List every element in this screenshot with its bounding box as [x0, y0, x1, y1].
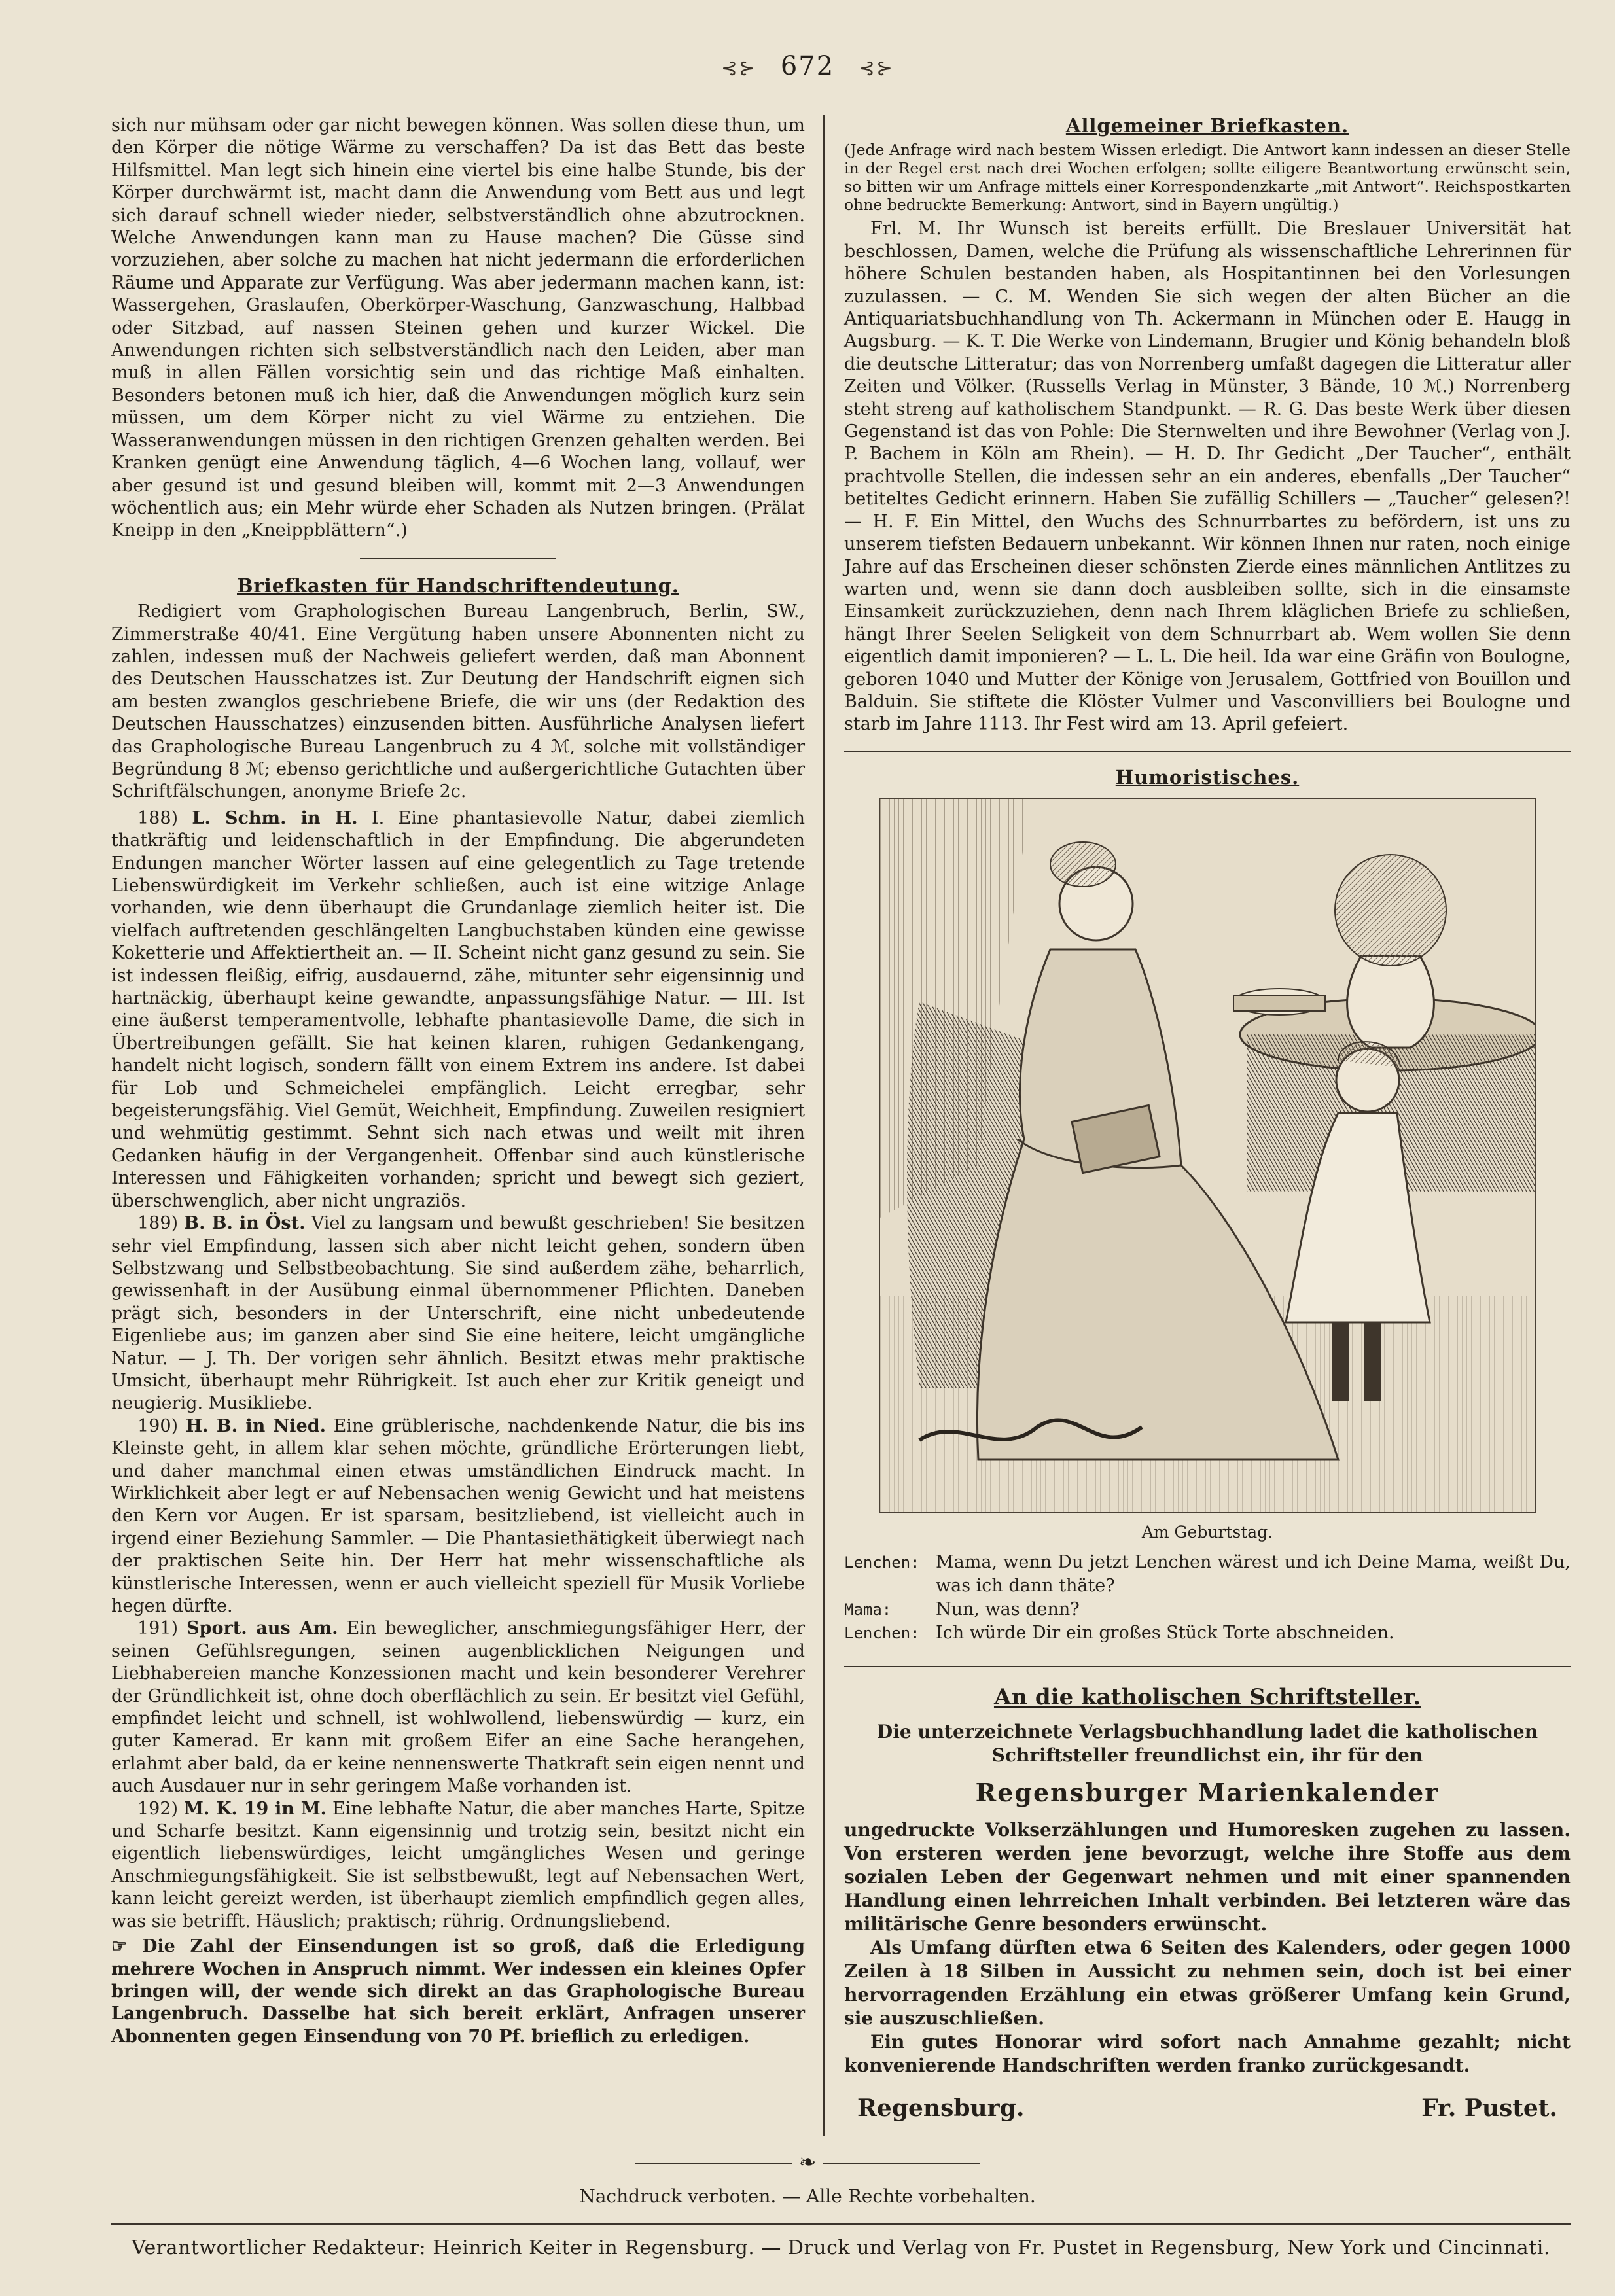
entry-number: 188) — [137, 807, 179, 828]
reprint-note: Nachdruck verboten. — Alle Rechte vorbehalten. — [579, 2185, 1036, 2207]
ad-intro: Die unterzeichnete Verlagsbuchhandlung ladet die katholischen Schriftsteller freundlichst ein, ihr für den — [876, 1720, 1538, 1766]
advertisement — [844, 1665, 1571, 2123]
dialogue — [844, 1551, 1571, 1645]
birthday-illustration — [879, 798, 1536, 1513]
page-footer: Verantwortlicher Redakteur: Heinrich Keiter in Regensburg. — Druck und Verlag von Fr. Pustet in Regensburg, New York und Cincinnati. — [132, 2236, 1550, 2259]
ad-body: ungedruckte Volkserzählungen und Humoresken zugehen zu lassen. Von ersteren werden jene bevorzugt, welche ihre Stoffe aus dem sozialen Leben der Gegenwart nehmen und mit einer spannenden Handlung einen lehrreichen Inhalt verbinden. Bei letzteren wäre das militärische Genre besonders erwünscht. — [844, 1819, 1571, 1935]
graphology-entry — [111, 807, 805, 1212]
graphology-section-title: Briefkasten für Handschriftendeutung. — [237, 574, 679, 597]
entry-text: I. Eine phantasievolle Natur, dabei ziemlich thatkräftig und leidenschaftlich in der Empfindung. Die abgerundeten Endungen mancher Wörter lassen auf eine gelegentlich zu Tage tretende Liebenswürdigkeit im Verkehr schließen, auch ist eine witzige Anlage vorhanden, wie denn überhaupt die Grundanlage ziemlich heiter ist. Die vielfach auftretenden geschlängelten Langbuchstaben künden eine gewisse Koketterie und Affektiertheit an. — II. Scheint nicht ganz gesund zu sein. Sie ist indessen fleißig, eifrig, ausdauernd, zähe, mitunter sehr eigensinnig und hartnäckig, überhaupt keine gewandte, anpassungsfähige Natur. — III. Ist eine äußerst temperamentvolle, lebhafte phantasievolle Dame, die sich in Übertreibungen gefällt. Sie hat keinen klaren, ruhigen Gedankengang, handelt nicht logisch, sondern fällt von einem Extrem ins andere. Ist dabei für Lob und Schmeichelei empfänglich. Leicht erregbar, sehr begeisterungsfähig. Viel Gemüt, Weichheit, Empfindung. Zuweilen resigniert und wehmütig gestimmt. Sehnt sich nach etwas und weilt mit ihren Gedanken häufig in der Vergangenheit. Offenbar sind auch künstlerische Interessen und Fähigkeiten vorhanden; spricht und bewegt sich geziert, überschwenglich, aber nicht ungraziös. — [111, 807, 805, 1211]
dialogue-line — [844, 1598, 1571, 1621]
entry-number: 189) — [137, 1213, 179, 1234]
child-leg-left — [1332, 1322, 1349, 1401]
child-leg-right — [1364, 1322, 1381, 1401]
footer-divider — [111, 2223, 1571, 2225]
mother-hair — [1050, 842, 1116, 887]
entry-head: M. K. 19 in M. — [184, 1798, 327, 1819]
ad-calendar-name: Regensburger Marienkalender — [975, 1777, 1440, 1807]
entry-text: Ein beweglicher, anschmiegungsfähiger Herr, der seinen Gefühlsregungen, seinen augenblicklichen Neigungen und Liebhabereien manche Konzessionen macht und kein besonderer Verehrer der Gründlichkeit ist, ohne doch oberflächlich zu sein. Er besitzt viel Gefühl, empfindet leicht und schnell, ist wohlwollend, liebenswürdig — kurz, ein guter Kamerad. Er kann mit großem Eifer an eine Sache herangehen, erlahmt aber bald, da er keine nennenswerte Thatkraft sein eigen nennt und auch Ausdauer nur in sehr geringem Maße vorhanden ist. — [111, 1618, 805, 1797]
right-ornament-icon: ⊰⊱ — [858, 56, 895, 80]
illustration-caption: Am Geburtstag. — [1141, 1523, 1273, 1542]
ad-signature — [844, 2094, 1571, 2123]
vase-shape — [1347, 956, 1434, 1048]
speech: Mama, wenn Du jetzt Lenchen wärest und ich Deine Mama, weißt Du, was ich dann thäte? — [936, 1551, 1571, 1596]
entry-number: 190) — [137, 1415, 179, 1436]
entry-head: B. B. in Öst. — [184, 1213, 306, 1234]
dialogue-line — [844, 1621, 1571, 1645]
section-divider — [844, 751, 1571, 752]
graphology-entry — [111, 1617, 805, 1797]
ad-body: Als Umfang dürften etwa 6 Seiten des Kalenders, oder gegen 1000 Zeilen à 18 Silben in Aussicht zu nehmen sein, doch ist bei einer hervorragenden Erzählung ein etwas größerer Umfang kein Grund, sie auszuschließen. — [844, 1937, 1571, 2030]
section-divider — [360, 558, 556, 559]
bottom-ornament — [0, 2149, 1615, 2174]
page-header — [0, 51, 1615, 81]
ornament-icon: ❧ — [798, 2149, 817, 2174]
letterbox-notice: (Jede Anfrage wird nach bestem Wissen erledigt. Die Antwort kann indessen an dieser Stelle in der Regel erst nach drei Wochen erfolgen; sollte eiligere Beantwortung erwünscht sein, so bitten wir um Anfrage mittels einer Korrespondenzkarte „mit Antwort“. Reichspostkarten ohne bedruckte Bemerkung: Antwort, sind in Bayern ungültig.) — [844, 141, 1571, 215]
graphology-entry — [111, 1415, 805, 1618]
letterbox-title: Allgemeiner Briefkasten. — [1065, 115, 1349, 137]
ad-title: An die katholischen Schriftsteller. — [993, 1684, 1421, 1710]
entry-number: 191) — [137, 1618, 179, 1639]
flowers-shape — [1335, 855, 1446, 966]
column-divider — [823, 115, 825, 2136]
entry-text: Eine grüblerische, nachdenkende Natur, die bis ins Kleinste geht, in allem klar sehen möchte, gründliche Erörterungen liebt, und daher manchmal einen etwas umständlichen Eindruck macht. In Wirklichkeit aber legt er auf Nebensachen wenig Gewicht und hat meistens den Kern vor Augen. Er ist sparsam, besitzliebend, ist vielleicht auch in irgend einer Beziehung Sammler. — Die Phantasiethätigkeit überwiegt nach der praktischen Seite hin. Der Herr hat mehr wissenschaftliche als künstlerische Interessen, wenn er auch vielleicht speziell für Musik Vorliebe hegen dürfte. — [111, 1415, 805, 1616]
ad-city: Regensburg. — [857, 2094, 1025, 2123]
graphology-final-note: ☞ Die Zahl der Einsendungen ist so groß, daß die Erledigung mehrere Wochen in Anspruch nimmt. Wer indessen ein kleines Opfer bringen will, der wende sich direkt an das Graphologische Bureau Langenbruch. Dasselbe hat sich bereit erklärt, Anfragen unserer Abonnenten gegen Einsendung von 70 Pf. brieflich zu erledigen. — [111, 1936, 805, 2047]
left-ornament-icon: ⊰⊱ — [720, 56, 757, 80]
speaker: Lenchen: — [844, 1623, 920, 1642]
speaker: Lenchen: — [844, 1553, 920, 1572]
right-column — [844, 115, 1571, 2123]
entry-head: H. B. in Nied. — [185, 1415, 327, 1436]
letterbox-answers: Frl. M. Ihr Wunsch ist bereits erfüllt. Die Breslauer Universität hat beschlossen, Damen, welche die Prüfung als wissenschaftliche Lehrerinnen für höhere Schulen bestanden haben, als Hospitantinnen bei den Vorlesungen zuzulassen. — C. M. Wenden Sie sich wegen der alten Bücher an die Antiquariatsbuchhandlung von Th. Ackermann in München oder E. Haugg in Augsburg. — K. T. Die Werke von Lindemann, Brugier und König behandeln bloß die deutsche Litteratur; das von Norrenberg umfaßt dagegen die Litteratur aller Zeiten und Völker. (Russells Verlag in Münster, 3 Bände, 10 ℳ.) Norrenberg steht streng auf katholischem Standpunkt. — R. G. Das beste Werk über diesen Gegenstand ist das von Pohle: Die Sternwelten und ihre Bewohner (Verlag von J. P. Bachem in Köln am Rhein). — H. D. Ihr Gedicht „Der Taucher“, enthält prachtvolle Stellen, die indessen sehr an ein anderes, ebenfalls „Der Taucher“ betiteltes Gedicht erinnern. Haben Sie zufällig Schillers — „Taucher“ gelesen?! — H. F. Ein Mittel, den Wuchs des Schnurrbartes zu befördern, ist uns zu unserem tiefsten Bedauern unbekannt. Wir können Ihnen nur raten, noch einige Jahre auf das Erscheinen dieser schönsten Zierde eines männlichen Antlitzes zu warten und, wenn sie dann doch ausbleiben sollte, sich in die einsamste Einsamkeit zurückzuziehen, denn nach Ihrem kläglichen Briefe zu schließen, hängt Ihrer Seelen Seligkeit von dem Schnurrbart ab. Wem wollen Sie denn eigentlich damit imponieren? — L. L. Die heil. Ida war eine Gräfin von Boulogne, geboren 1040 und Mutter der Könige von Jerusalem, Gottfried von Bouillon und Balduin. Sie stiftete die Klöster Vulmer und Vasconvilliers bei Boulogne und starb im Jahre 1113. Ihr Fest wird am 13. April gefeiert. — [844, 219, 1571, 735]
entry-number: 192) — [137, 1798, 179, 1819]
speech: Ich würde Dir ein großes Stück Torte abschneiden. — [936, 1622, 1394, 1643]
ornament-bar — [635, 2163, 792, 2164]
entry-text: Viel zu langsam und bewußt geschrieben! Sie besitzen sehr viel Empfindung, lassen sich aber nicht leicht gehen, sondern üben Selbstzwang und Selbstbeobachtung. Sie sind außerdem zähe, beharrlich, gewissenhaft in der Ausübung einmal übernommener Pflichten. Daneben prägt sich, besonders in der Unterschrift, eine nicht unbedeutende Eigenliebe aus; im ganzen aber sind Sie eine heitere, leicht umgängliche Natur. — J. Th. Der vorigen sehr ähnlich. Besitzt etwas mehr praktische Umsicht, überhaupt mehr Rührigkeit. Ist auch eher zur Kritik geneigt und neugierig. Musikliebe. — [111, 1213, 806, 1414]
entry-text: Eine lebhafte Natur, die aber manches Harte, Spitze und Scharfe besitzt. Kann eigensinnig und trotzig sein, besitzt nicht ein eigentlich liebenswürdiges, leicht umgängliches Wesen und geringe Anschmiegungsfähigkeit. Sie ist selbstbewußt, legt auf Nebensachen Wert, kann leicht gereizt werden, ist überhaupt ziemlich empfindlich gegen alles, was sie betrifft. Häuslich; praktisch; rührig. Ordnungsliebend. — [111, 1798, 805, 1932]
graphology-intro: Redigiert vom Graphologischen Bureau Langenbruch, Berlin, SW., Zimmerstraße 40/41. Eine Vergütung haben unsere Abonnenten nicht zu zahlen, indessen muß der Nachweis geliefert werden, daß man Abonnent des Deutschen Hausschatzes ist. Zur Deutung der Handschrift eignen sich am besten zwanglos geschriebene Briefe, die wir uns (der Redaktion des Deutschen Hausschatzes) einzusenden bitten. Ausführliche Analysen liefert das Graphologische Bureau Langenbruch zu 4 ℳ, solche mit vollständiger Begründung 8 ℳ; ebenso gerichtliche und außergerichtliche Gutachten über Schriftfälschungen, anonyme Briefe 2c. — [111, 601, 805, 802]
graphology-entry — [111, 1212, 805, 1415]
ad-body: Ein gutes Honorar wird sofort nach Annahme gezahlt; nicht konvenierende Handschriften werden franko zurückgesandt. — [844, 2031, 1571, 2077]
page-number: 672 — [780, 51, 835, 81]
engraving-image — [880, 799, 1535, 1512]
kneipp-article: sich nur mühsam oder gar nicht bewegen können. Was sollen diese thun, um den Körper die nötige Wärme zu verschaffen? Da ist das Bett das beste Hilfsmittel. Man legt sich hinein eine viertel bis eine halbe Stunde, bis der Körper durchwärmt ist, macht dann die Anwendung vom Bett aus und legt sich darauf schnell wieder nieder, selbstverständlich ohne abzutrocknen. Welche Anwendungen kann man zu Hause machen? Die Güsse sind vorzuziehen, aber solche zu machen hat nicht jedermann die erforderlichen Räume und Apparate zur Verfügung. Was aber jedermann machen kann, ist: Wassergehen, Graslaufen, Oberkörper-Waschung, Ganzwaschung, Halbbad oder Sitzbad, auf nassen Steinen gehen und kurzer Wickel. Die Anwendungen richten sich selbstverständlich nach den Leiden, aber man muß in allen Fällen vorsichtig sein und das richtige Maß einhalten. Besonders betonen muß ich hier, daß die Anwendungen möglich kurz sein müssen, um dem Körper nicht zu viel Wärme zu entziehen. Die Wasseranwendungen müssen in den richtigen Grenzen gehalten werden. Bei Kranken genügt eine Anwendung täglich, 4—6 Wochen lang, vollauf, wer aber gesund ist und gesund bleiben will, kommt mit 2—3 Anwendungen wöchentlich aus; ein Mehr würde eher Schaden als Nutzen bringen. (Prälat Kneipp in den „Kneippblättern“.) — [111, 115, 805, 541]
entry-head: L. Schm. in H. — [192, 807, 358, 828]
graphology-entry — [111, 1798, 805, 1933]
left-column — [111, 115, 805, 2048]
ad-publisher: Fr. Pustet. — [1421, 2094, 1557, 2123]
humor-section-title: Humoristisches. — [1115, 766, 1300, 788]
dialogue-line — [844, 1551, 1571, 1598]
ornament-bar — [823, 2163, 980, 2164]
speech: Nun, was denn? — [936, 1598, 1080, 1619]
entry-head: Sport. aus Am. — [186, 1618, 338, 1639]
speaker: Mama: — [844, 1600, 892, 1619]
cake-base — [1233, 995, 1325, 1011]
